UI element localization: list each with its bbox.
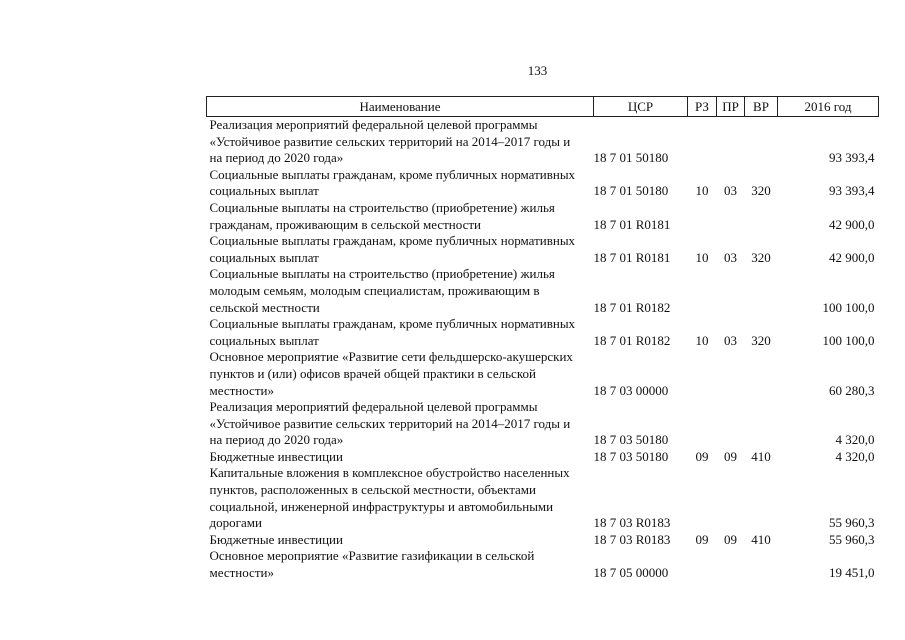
row-amount: 42 900,0 xyxy=(829,249,875,265)
row-rz xyxy=(688,117,717,167)
table-row xyxy=(207,399,879,449)
row-rz: 10 xyxy=(695,332,709,348)
row-vr xyxy=(745,399,778,449)
row-vr xyxy=(745,200,778,233)
row-name: Бюджетные инвестиции xyxy=(209,448,343,464)
table-row xyxy=(207,532,879,549)
header-pr: ПР xyxy=(717,97,745,117)
row-csr: 18 7 01 50180 xyxy=(593,183,669,199)
row-vr: 320 xyxy=(751,183,771,199)
row-pr: 03 xyxy=(724,183,737,199)
row-name: Капитальные вложения в комплексное обустройство населенных пунктов, расположенных в сельской местности, объектами социальной, инженерной инфраструктуры и автомобильными дорогами xyxy=(209,465,570,531)
row-pr xyxy=(717,465,745,531)
row-csr: 18 7 01 R0182 xyxy=(593,299,671,315)
row-csr: 18 7 03 50180 xyxy=(593,448,669,464)
table-row xyxy=(207,167,879,200)
row-amount: 93 393,4 xyxy=(829,183,875,199)
row-vr: 410 xyxy=(751,448,771,464)
row-amount: 4 320,0 xyxy=(835,448,875,464)
row-pr xyxy=(717,399,745,449)
row-name: Бюджетные инвестиции xyxy=(209,531,343,547)
row-amount: 93 393,4 xyxy=(829,150,875,166)
table-row xyxy=(207,465,879,531)
row-pr xyxy=(717,200,745,233)
table-header xyxy=(207,97,879,117)
row-name: Реализация мероприятий федеральной целевой программы «Устойчивое развитие сельских территорий на 2014–2017 годы и на период до 2020 года» xyxy=(209,399,571,448)
row-csr: 18 7 01 50180 xyxy=(593,150,669,166)
row-vr xyxy=(745,465,778,531)
row-rz xyxy=(688,349,717,399)
row-amount: 4 320,0 xyxy=(835,432,875,448)
row-name: Социальные выплаты гражданам, кроме публичных нормативных социальных выплат xyxy=(209,316,576,348)
row-vr: 410 xyxy=(751,531,771,547)
row-amount: 55 960,3 xyxy=(829,515,875,531)
header-csr: ЦСР xyxy=(594,97,688,117)
row-rz: 10 xyxy=(695,183,709,199)
row-csr: 18 7 01 R0181 xyxy=(593,216,671,232)
row-amount: 100 100,0 xyxy=(822,332,875,348)
row-amount: 60 280,3 xyxy=(829,382,875,398)
row-amount: 19 451,0 xyxy=(829,565,875,581)
row-pr: 09 xyxy=(724,448,737,464)
row-rz: 09 xyxy=(695,531,709,547)
row-pr: 03 xyxy=(724,249,737,265)
table-row xyxy=(207,548,879,581)
row-rz xyxy=(688,399,717,449)
row-vr xyxy=(745,266,778,316)
row-pr: 09 xyxy=(724,531,737,547)
table-row xyxy=(207,349,879,399)
table-row xyxy=(207,200,879,233)
row-rz xyxy=(688,200,717,233)
row-name: Основное мероприятие «Развитие газификации в сельской местности» xyxy=(209,548,535,581)
row-name: Социальные выплаты на строительство (приобретение) жилья гражданам, проживающим в сельской местности xyxy=(209,199,555,232)
row-csr: 18 7 03 R0183 xyxy=(593,531,671,547)
table-row xyxy=(207,316,879,349)
row-pr xyxy=(717,117,745,167)
row-name: Основное мероприятие «Развитие сети фельдшерско-акушерских пунктов и (или) офисов врачей общей практики в сельской местности» xyxy=(209,349,573,398)
row-pr: 03 xyxy=(724,332,737,348)
row-csr: 18 7 01 R0182 xyxy=(593,332,671,348)
row-pr xyxy=(717,548,745,581)
row-rz: 09 xyxy=(695,448,709,464)
row-vr xyxy=(745,117,778,167)
row-amount: 55 960,3 xyxy=(829,531,875,547)
row-name: Реализация мероприятий федеральной целевой программы «Устойчивое развитие сельских территорий на 2014–2017 годы и на период до 2020 года» xyxy=(209,117,571,166)
header-name: Наименование xyxy=(207,97,594,117)
row-rz xyxy=(688,548,717,581)
row-rz xyxy=(688,465,717,531)
header-rz: РЗ xyxy=(688,97,717,117)
row-vr xyxy=(745,349,778,399)
row-amount: 42 900,0 xyxy=(829,216,875,232)
row-csr: 18 7 01 R0181 xyxy=(593,249,671,265)
row-vr: 320 xyxy=(751,332,771,348)
page-number: 133 xyxy=(527,63,548,78)
row-vr: 320 xyxy=(751,249,771,265)
row-vr xyxy=(745,548,778,581)
table-row xyxy=(207,117,879,167)
row-name: Социальные выплаты гражданам, кроме публичных нормативных социальных выплат xyxy=(209,166,576,199)
row-amount: 100 100,0 xyxy=(822,299,875,315)
row-pr xyxy=(717,266,745,316)
row-pr xyxy=(717,349,745,399)
header-year: 2016 год xyxy=(778,97,879,117)
row-csr: 18 7 05 00000 xyxy=(593,565,669,581)
table-row xyxy=(207,233,879,266)
budget-table xyxy=(206,96,879,582)
row-name: Социальные выплаты гражданам, кроме публичных нормативных социальных выплат xyxy=(209,233,576,265)
row-rz xyxy=(688,266,717,316)
row-rz: 10 xyxy=(695,249,709,265)
row-csr: 18 7 03 R0183 xyxy=(593,515,671,531)
table-row xyxy=(207,266,879,316)
row-csr: 18 7 03 50180 xyxy=(593,432,669,448)
table-row xyxy=(207,449,879,466)
row-csr: 18 7 03 00000 xyxy=(593,382,669,398)
row-name: Социальные выплаты на строительство (приобретение) жилья молодым семьям, молодым специалистам, проживающим в сельской местности xyxy=(209,266,555,315)
header-vr: ВР xyxy=(745,97,778,117)
